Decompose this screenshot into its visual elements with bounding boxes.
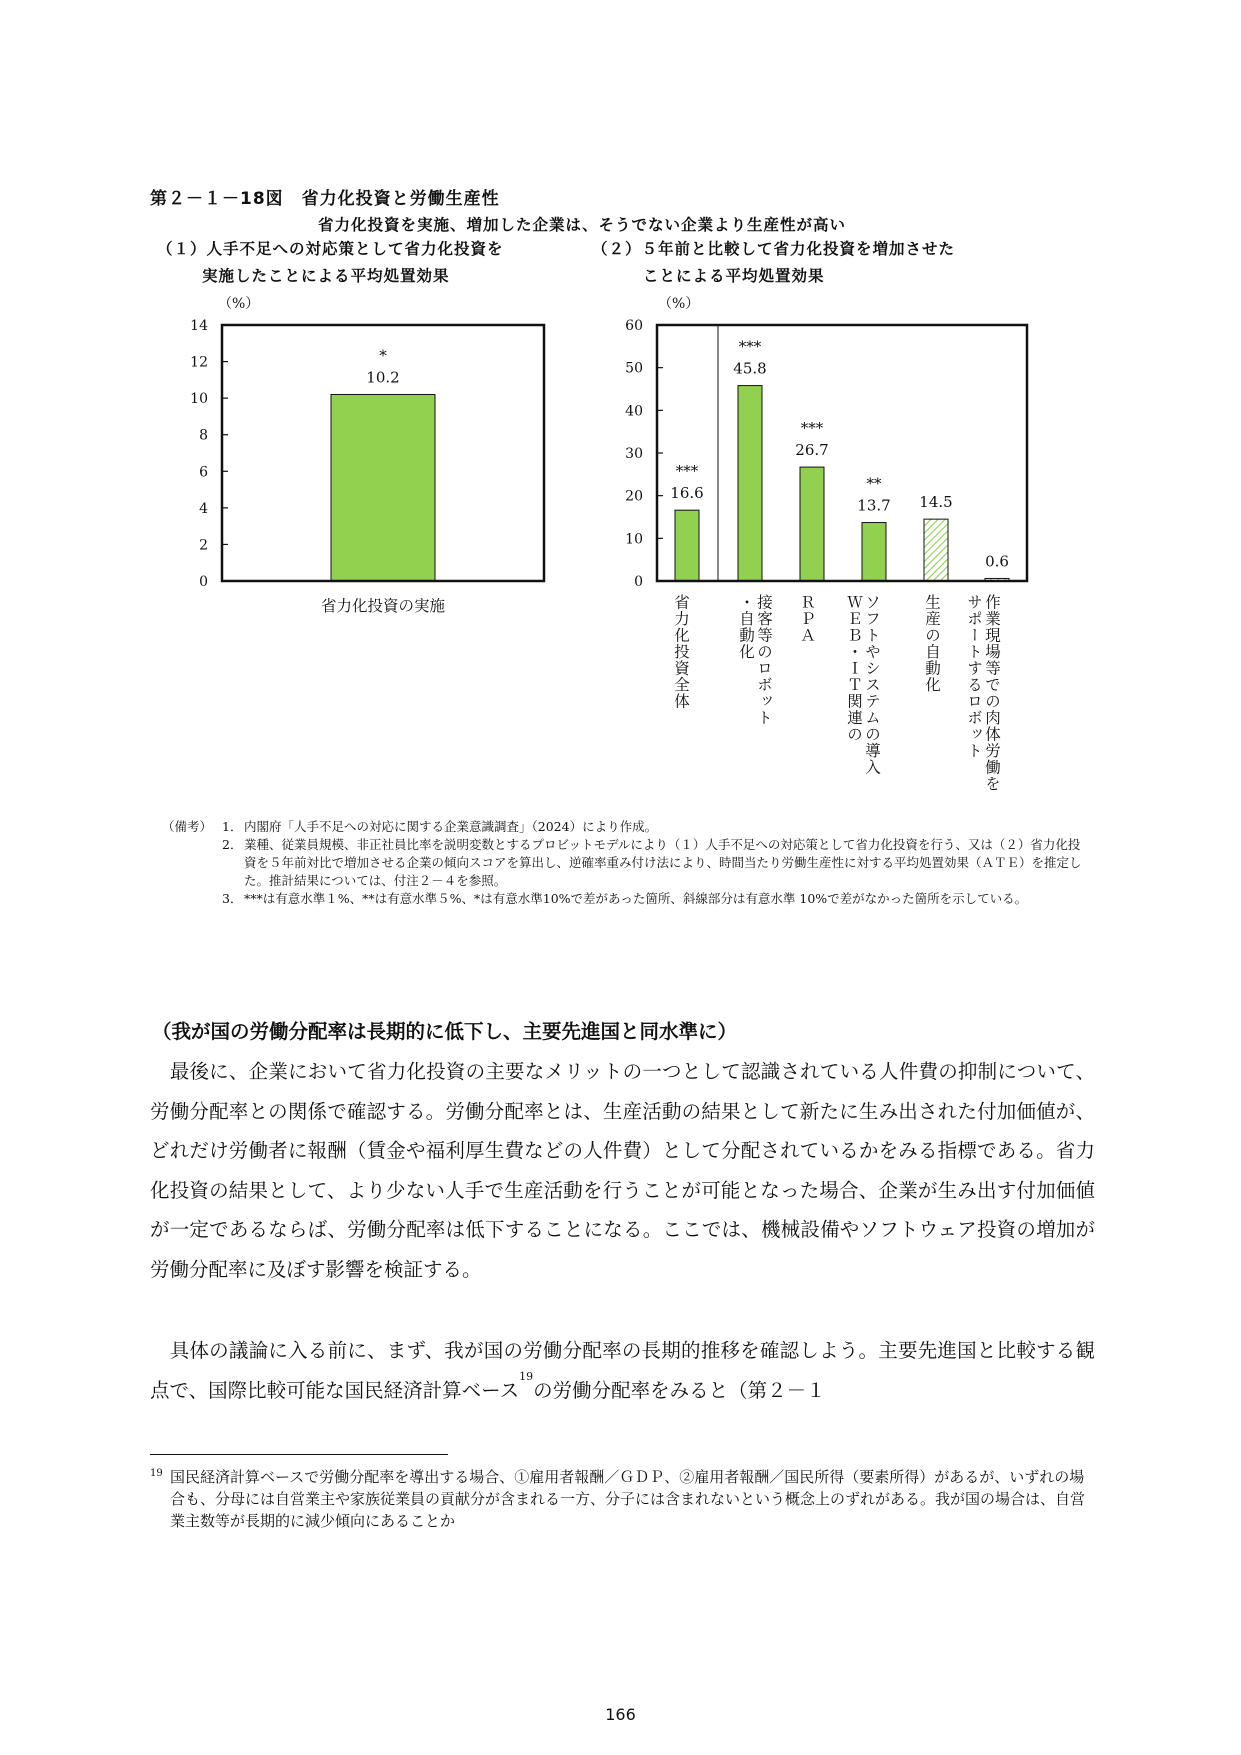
- note-text: 内閣府「人手不足への対応に関する企業意識調査」（2024）により作成。: [244, 819, 658, 834]
- significance-label: ***: [738, 337, 762, 356]
- bar: [738, 386, 762, 581]
- data-label: 0.6: [985, 552, 1009, 571]
- chart-treatment-effect-panel1: [190, 318, 544, 590]
- body-paragraph: 最後に、企業において省力化投資の主要なメリットの一つとして認識されている人件費の抑制について、労働分配率との関係で確認する。労働分配率とは、生産活動の結果として新たに生み出された付加価値が、どれだけ労働者に報酬（賃金や福利厚生費などの人件費）として分配されているかをみる指標である。省力化投資の結果として、より少ない人手で生産活動を行うことが可能となった場合、企業が生み出す付加価値が一定であるならば、労働分配率は低下することになる。ここでは、機械設備やソフトウェア投資の増加が労働分配率に及ぼす影響を検証する。: [150, 1060, 1095, 1281]
- significance-label: ***: [800, 419, 824, 438]
- panel2-category-label: 接客等のロボット ・自動化: [737, 594, 773, 726]
- y-tick-label: 10: [190, 391, 208, 408]
- significance-label: **: [866, 474, 882, 493]
- bar: [331, 394, 435, 581]
- page-number: 166: [605, 1705, 636, 1724]
- y-tick-label: 20: [625, 488, 643, 505]
- paragraph-text: 具体の議論に入る前に、まず、我が国の労働分配率の長期的推移を確認しよう。主要先進国と比較する観点で、国際比較可能な国民経済計算ベース: [150, 1339, 1095, 1402]
- paragraph-text: の労働分配率をみると（第２－１: [533, 1378, 826, 1402]
- y-tick-label: 40: [625, 403, 643, 420]
- panel2-title-line1: （２）５年前と比較して省力化投資を増加させた: [592, 240, 956, 258]
- data-label: 13.7: [857, 496, 891, 515]
- panel1-category-label: 省力化投資の実施: [320, 597, 445, 615]
- footnote-mark: 19: [150, 1468, 163, 1479]
- footnote-text: 国民経済計算ベースで労働分配率を導出する場合、①雇用者報酬／ＧＤＰ、②雇用者報酬／国民所得（要素所得）があるが、いずれの場合も、分母には自営業主や家族従業員の貢献分が含まれる一方、分子には含まれないという概念上のずれがある。我が国の場合は、自営業主数等が長期的に減少傾向にあることか: [170, 1468, 1086, 1530]
- note-number: 3．: [222, 891, 243, 906]
- significance-label: *: [379, 346, 387, 365]
- y-tick-label: 0: [634, 574, 643, 590]
- chart-treatment-effect-panel2: [625, 318, 1027, 590]
- note-number: 2．: [222, 837, 243, 852]
- y-tick-label: 14: [190, 318, 208, 334]
- panel2-title-line2: ことによる平均処置効果: [643, 267, 825, 285]
- note-text: 業種、従業員規模、非正社員比率を説明変数とするプロビットモデルにより（１）人手不足への対応策として省力化投資を行う、又は（２）省力化投資を５年前対比で増加させる企業の傾向スコアを算出し、逆確率重み付け法により、時間当たり労働生産性に対する平均処置効果（ＡＴＥ）を推定した。推計結果については、付注２－４を参照。: [244, 837, 1082, 888]
- data-label: 26.7: [795, 441, 829, 460]
- panel1-unit: （%）: [218, 296, 260, 312]
- data-label: 45.8: [733, 359, 767, 378]
- y-tick-label: 12: [190, 354, 208, 371]
- y-tick-label: 30: [625, 446, 643, 462]
- panel2-category-label: ソフトやシステムの導入 ＷＥＢ・ＩＴ関連の: [845, 594, 881, 776]
- panel2-category-label: 省力化投資全体: [672, 594, 690, 710]
- data-label: 14.5: [919, 493, 953, 512]
- figure-notes: [162, 818, 1092, 908]
- figure-subtitle: 省力化投資を実施、増加した企業は、そうでない企業より生産性が高い: [318, 216, 847, 234]
- y-tick-label: 0: [199, 574, 208, 590]
- plot-frame: [657, 325, 1027, 581]
- y-tick-label: 4: [199, 500, 208, 517]
- notes-head: （備考）: [162, 819, 213, 834]
- y-tick-label: 50: [625, 360, 643, 377]
- y-tick-label: 10: [625, 531, 643, 548]
- panel2-unit: （%）: [658, 296, 700, 312]
- bar: [924, 519, 948, 581]
- panel1-title-line2: 実施したことによる平均処置効果: [202, 267, 450, 285]
- note-text: ***は有意水準１%、**は有意水準５%、*は有意水準10%で差があった箇所、斜線部分は有意水準 10%で差がなかった箇所を示している。: [244, 891, 1028, 906]
- panel2-category-label: 生産の自動化: [923, 594, 941, 693]
- bar: [862, 523, 886, 581]
- footnote-reference: 19: [519, 1369, 534, 1383]
- section-heading: （我が国の労働分配率は長期的に低下し、主要先進国と同水準に）: [152, 1020, 738, 1043]
- bar: [800, 467, 824, 581]
- data-label: 16.6: [670, 484, 704, 503]
- footnote: [150, 1466, 1095, 1532]
- data-label: 10.2: [366, 368, 400, 387]
- significance-label: ***: [675, 462, 699, 481]
- body-paragraph: [150, 1331, 1095, 1410]
- panel1-title-line1: （１）人手不足への対応策として省力化投資を: [157, 240, 504, 258]
- note-number: 1．: [222, 819, 243, 834]
- y-tick-label: 60: [625, 318, 643, 334]
- y-tick-label: 8: [199, 427, 208, 444]
- bar: [675, 510, 699, 581]
- figure-title: 第２－１－18図 省力化投資と労働生産性: [150, 189, 500, 209]
- panel2-category-label: ＲＰＡ: [798, 594, 816, 644]
- y-tick-label: 6: [199, 464, 208, 481]
- panel2-category-label: 作業現場等での肉体労働を サポートするロボット: [965, 594, 1001, 792]
- y-tick-label: 2: [199, 537, 208, 554]
- footnote-divider: [150, 1454, 448, 1455]
